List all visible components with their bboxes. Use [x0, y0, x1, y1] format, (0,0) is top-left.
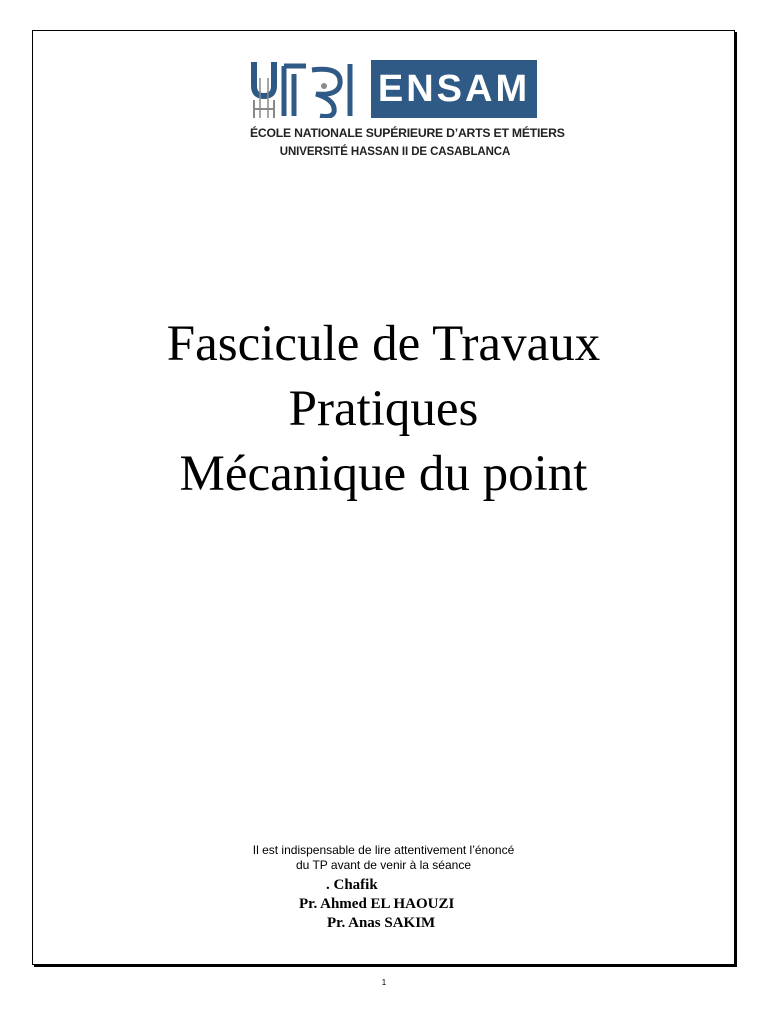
reading-notice	[32, 843, 735, 873]
university-logo	[250, 58, 565, 162]
author-name: Pr. Anas SAKIM	[327, 915, 436, 931]
notice-line-1: Il est indispensable de lire attentivement l’énoncé	[252, 843, 515, 857]
title-line-2: Pratiques	[288, 381, 479, 437]
uh2c-logo-icon	[250, 60, 362, 118]
title-line-3: Mécanique du point	[179, 446, 588, 502]
title-line-1: Fascicule de Travaux	[166, 316, 601, 372]
page-number: 1	[381, 978, 387, 987]
notice-line-2: du TP avant de venir à la séance	[295, 858, 471, 872]
author-name: Pr. Ahmed EL HAOUZI	[299, 896, 455, 912]
author-name: . Chafik	[326, 877, 378, 893]
university-name: UNIVERSITÉ HASSAN II DE CASABLANCA	[279, 146, 511, 158]
school-name: ÉCOLE NATIONALE SUPÉRIEURE D’ARTS ET MÉTIERS	[250, 126, 565, 140]
document-title	[32, 312, 735, 507]
ensam-logo-text: ENSAM	[371, 60, 537, 118]
